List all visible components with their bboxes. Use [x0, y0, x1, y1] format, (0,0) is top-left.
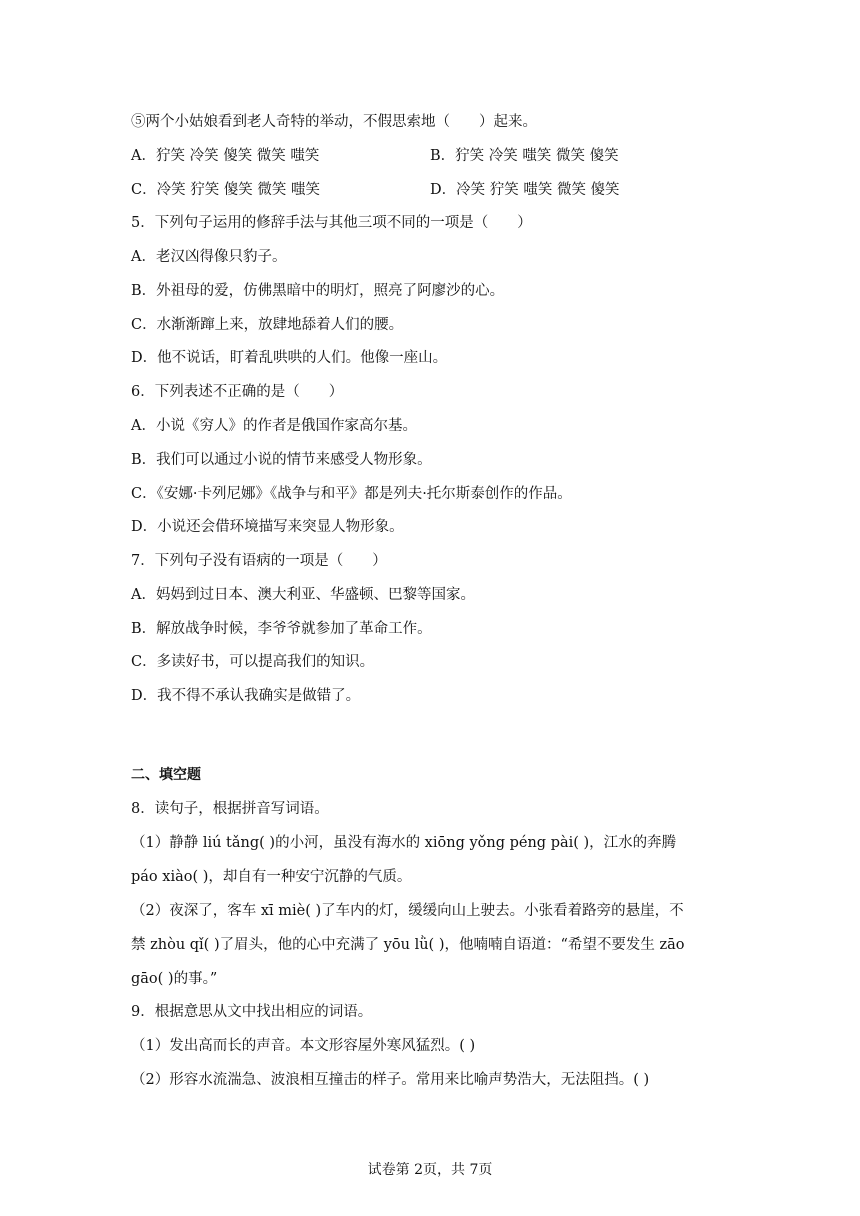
question-8-part2-line2: 禁 zhòu qǐ( )了眉头，他的心中充满了 yōu lǜ( )，他喃喃自语道：“希望不要发生 zāo	[131, 937, 685, 953]
question-5-option-d: D．他不说话，盯着乱哄哄的人们。他像一座山。	[131, 350, 448, 366]
question-7-stem: 7．下列句子没有语病的一项是（ ）	[131, 553, 387, 569]
question-7-option-d: D．我不得不承认我确实是做错了。	[131, 688, 361, 704]
page-footer: 试卷第 2页，共 7页	[367, 1162, 493, 1178]
question-6-option-a: A．小说《穷人》的作者是俄国作家高尔基。	[131, 418, 417, 434]
question-8-part1-line2: páo xiào( )，却自有一种安宁沉静的气质。	[131, 869, 412, 885]
question-8-part1-line1: （1）静静 liú tǎng( )的小河，虽没有海水的 xiōng yǒng péng pài( )，江水的奔腾	[131, 835, 677, 851]
question-5-option-c: C．水渐渐蹿上来，放肆地舔着人们的腰。	[131, 317, 404, 333]
question-6-option-c: C．《安娜·卡列尼娜》《战争与和平》都是列夫·托尔斯泰创作的作品。	[131, 486, 572, 502]
question-6-option-b: B．我们可以通过小说的情节来感受人物形象。	[131, 452, 432, 468]
option-b: B．狞笑 冷笑 嗤笑 微笑 傻笑	[430, 148, 619, 164]
question-5-stem: 5．下列句子运用的修辞手法与其他三项不同的一项是（ ）	[131, 215, 532, 231]
question-7-option-b: B．解放战争时候，李爷爷就参加了革命工作。	[131, 621, 432, 637]
option-d: D．冷笑 狞笑 嗤笑 微笑 傻笑	[430, 182, 620, 198]
question-7-option-a: A．妈妈到过日本、澳大利亚、华盛顿、巴黎等国家。	[131, 587, 475, 603]
question-9-stem: 9．根据意思从文中找出相应的词语。	[131, 1004, 373, 1020]
question-5-option-a: A．老汉凶得像只豹子。	[131, 249, 287, 265]
option-a: A．狞笑 冷笑 傻笑 微笑 嗤笑	[131, 148, 320, 164]
question-6-option-d: D．小说还会借环境描写来突显人物形象。	[131, 519, 404, 535]
question-5-option-b: B．外祖母的爱，仿佛黑暗中的明灯，照亮了阿廖沙的心。	[131, 283, 505, 299]
question-6-stem: 6．下列表述不正确的是（ ）	[131, 384, 344, 400]
question-4-5-stem: ⑤两个小姑娘看到老人奇特的举动，不假思索地（ ）起来。	[131, 114, 537, 130]
section-title: 二、填空题	[131, 767, 201, 783]
question-8-stem: 8．读句子，根据拼音写词语。	[131, 801, 329, 817]
question-8-part2-line1: （2）夜深了，客车 xī miè( )了车内的灯，缓缓向山上驶去。小张看着路旁的悬崖，不	[131, 903, 684, 919]
question-7-option-c: C．多读好书，可以提高我们的知识。	[131, 654, 375, 670]
question-9-part2: （2）形容水流湍急、波浪相互撞击的样子。常用来比喻声势浩大，无法阻挡。( )	[131, 1072, 650, 1088]
question-9-part1: （1）发出高而长的声音。本文形容屋外寒风猛烈。( )	[131, 1038, 476, 1054]
question-8-part2-line3: gāo( )的事。”	[131, 971, 218, 987]
option-c: C．冷笑 狞笑 傻笑 微笑 嗤笑	[131, 182, 321, 198]
